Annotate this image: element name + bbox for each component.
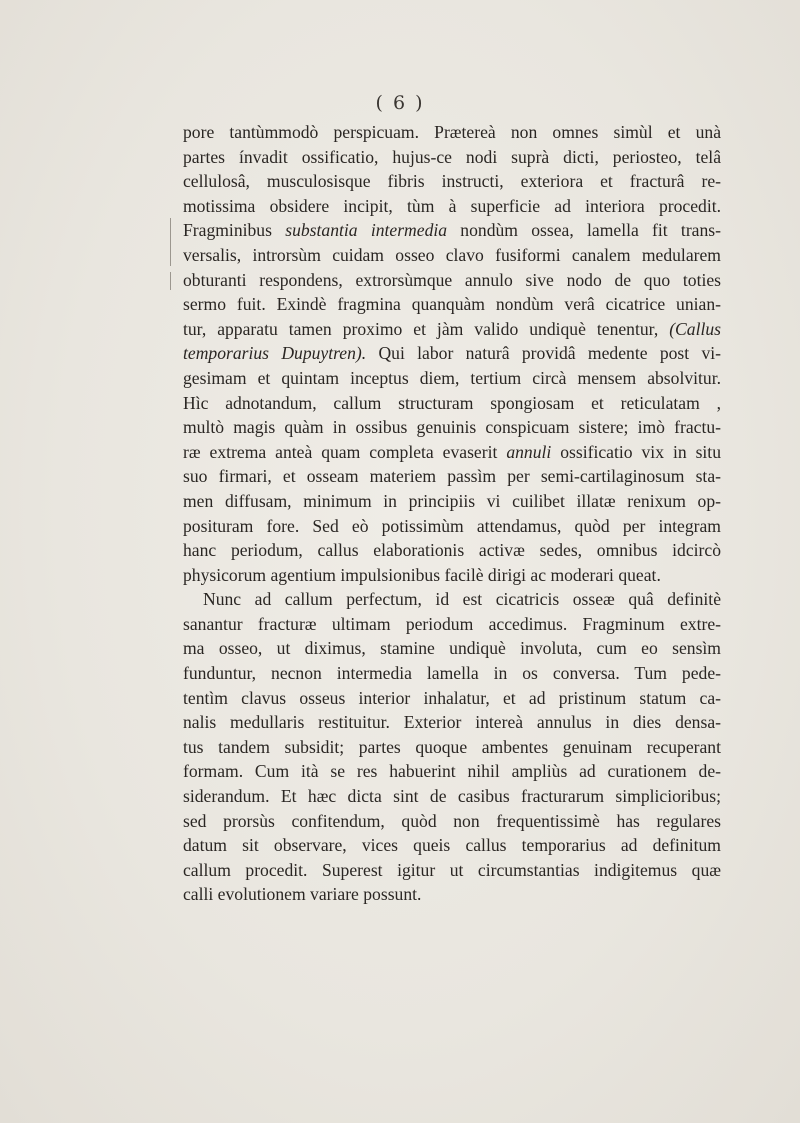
margin-rule-upper [170,218,171,266]
text-segment: versalis, introrsùm cuidam osseo clavo fusiformi canalem medularem [183,244,721,265]
text-segment: callum procedit. Superest igitur ut circumstantias indigitemus quæ [183,859,721,880]
text-segment: siderandum. Et hæc dicta sint de casibus fracturarum simplicioribus; [183,786,721,807]
text-line [183,661,721,686]
body-text [183,120,721,907]
text-segment: pore tantùmmodò perspicuam. Prætereà non omnes simùl et unà [183,122,721,142]
text-segment: gesimam et quintam inceptus diem, tertium circà mensem absolvitur. [183,367,721,388]
text-line [183,391,721,416]
text-line [183,341,721,366]
text-line [183,169,721,194]
text-line [183,292,721,317]
text-segment: hanc periodum, callus elaborationis activæ sedes, omnibus idcircò [183,540,721,561]
margin-rule-lower [170,272,171,290]
text-segment: partes ínvadit ossificatio, hujus-ce nodi suprà dicti, periosteo, telâ [183,146,721,167]
text-line [183,317,721,342]
text-line [183,809,721,834]
text-line [183,489,721,514]
text-line [183,218,721,243]
text-line [183,759,721,784]
text-segment: ræ extrema anteà quam completa evaserit [183,441,507,462]
text-line [183,735,721,760]
text-line [183,882,721,907]
italic-segment: annuli [506,441,552,462]
text-segment: funduntur, necnon intermedia lamella in os conversa. Tum pede- [183,663,721,684]
text-line [183,686,721,711]
text-segment: ossificatio vix in situ [551,441,721,462]
text-line [183,538,721,563]
text-segment: cellulosâ, musculosisque fibris instructi, exteriora et fracturâ re- [183,171,721,192]
text-segment: nalis medullaris restituitur. Exterior intereà annulus in dies densa- [183,712,721,733]
text-segment: sermo fuit. Exindè fragmina quanquàm nondùm verâ cicatrice unian- [183,294,721,315]
text-segment: motissima obsidere incipit, tùm à superficie ad interiora procedit. [183,195,721,216]
text-segment: sanantur fracturæ ultimam periodum accedimus. Fragminum extre- [183,613,721,634]
text-segment: suo firmari, et osseam materiem passìm per semi-cartilaginosum sta- [183,466,721,487]
text-line [183,194,721,219]
text-segment: Hìc adnotandum, callum structuram spongiosam et reticulatam , [183,392,721,413]
text-segment: multò magis quàm in ossibus genuinis conspicuam sistere; imò fractu- [183,417,721,438]
text-line [183,440,721,465]
text-segment: obturanti respondens, extrorsùmque annulo sive nodo de quo toties [183,269,721,290]
text-segment: posituram fore. Sed eò potissimùm attendamus, quòd per integram [183,515,721,536]
text-segment: calli evolutionem variare possunt. [183,884,422,905]
text-segment: Fragminibus [183,220,286,241]
text-line [183,366,721,391]
text-segment: men diffusam, minimum in principiis vi cuilibet illatæ renixum op- [183,490,721,511]
text-segment: datum sit observare, vices queis callus temporarius ad definitum [183,835,721,856]
text-line [183,636,721,661]
text-line [183,587,721,612]
text-line [183,415,721,440]
text-segment: Qui labor naturâ providâ medente post vi- [366,343,721,364]
italic-segment: temporarius Dupuytren). [183,343,367,364]
text-segment: ma osseo, ut diximus, stamine undiquè involuta, cum eo sensìm [183,638,721,659]
text-segment: tur, apparatu tamen proximo et jàm valido undiquè tenentur, [183,318,670,339]
text-line [183,120,721,145]
text-line [183,145,721,170]
text-line [183,858,721,883]
italic-segment: substantia intermedia [285,220,448,241]
text-line [183,710,721,735]
text-segment: nondùm ossea, lamella fit trans- [447,220,721,241]
text-line [183,514,721,539]
text-line [183,464,721,489]
italic-segment: (Callus [669,318,721,339]
text-segment: Nunc ad callum perfectum, id est cicatricis osseæ quâ definitè [203,589,721,610]
text-line [183,563,721,588]
text-line [183,243,721,268]
text-line [183,833,721,858]
text-line [183,784,721,809]
text-segment: physicorum agentium impulsionibus facilè dirigi ac moderari queat. [183,564,661,585]
text-line [183,612,721,637]
text-line [183,268,721,293]
text-segment: tus tandem subsidit; partes quoque ambentes genuinam recuperant [183,736,721,757]
text-segment: tentìm clavus osseus interior inhalatur, et ad pristinum statum ca- [183,687,721,708]
text-segment: sed prorsùs confitendum, quòd non frequentissimè has regulares [183,810,721,831]
page-number: ( 6 ) [375,92,425,114]
text-segment: formam. Cum ità se res habuerint nihil ampliùs ad curationem de- [183,761,721,782]
